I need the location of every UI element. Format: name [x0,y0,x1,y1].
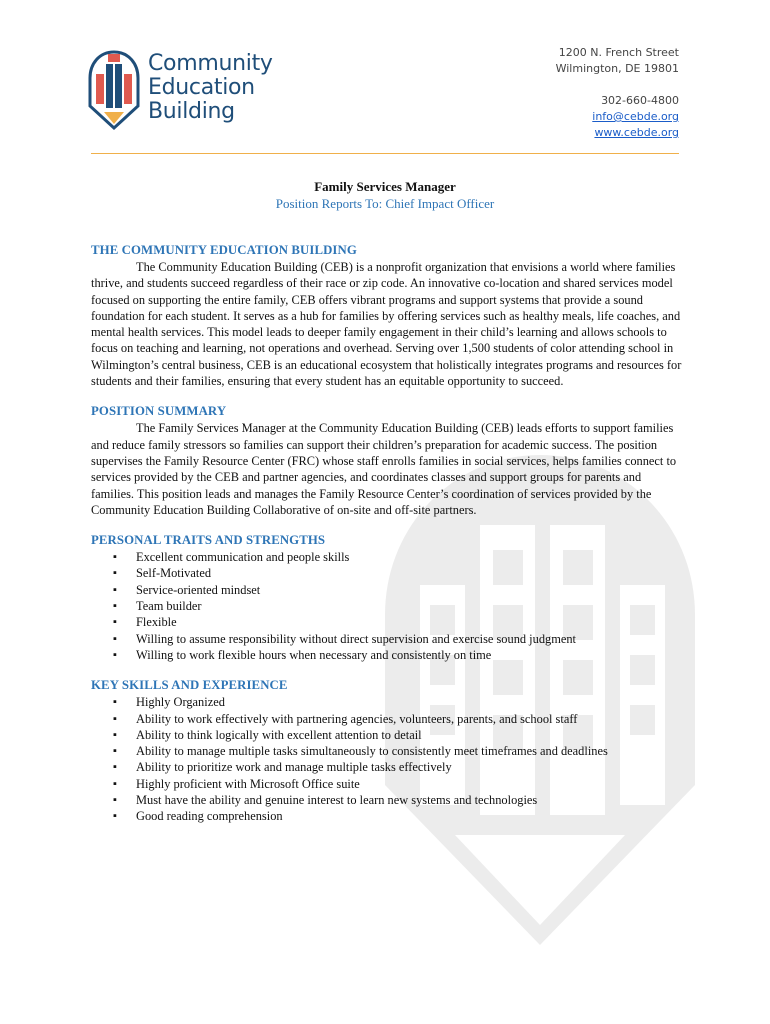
building-icon [88,48,140,132]
document-subtitle: Position Reports To: Chief Impact Officer [275,196,495,211]
section-heading-summary: POSITION SUMMARY [91,404,227,419]
section-heading-skills: KEY SKILLS AND EXPERIENCE [91,678,288,693]
document-title: Family Services Manager [314,179,456,194]
logo-text-line3: Building [148,99,235,124]
section-summary [91,403,683,518]
list-item: ▪ Good reading comprehension [91,808,683,824]
address-line1: 1200 N. French Street [558,46,679,59]
list-item: ▪ Highly proficient with Microsoft Office suite [91,776,683,792]
ceb-logo [88,48,288,132]
phone-number: 302-660-4800 [601,94,679,107]
section-skills [91,677,683,824]
document-body [91,242,683,839]
section-heading-traits: PERSONAL TRAITS AND STRENGTHS [91,533,326,548]
section-ceb [91,242,683,389]
list-item: ▪ Ability to manage multiple tasks simultaneously to consistently meet timeframes and deadlines [91,743,683,759]
list-item: ▪ Must have the ability and genuine interest to learn new systems and technologies [91,792,683,808]
list-item: ▪ Flexible [91,614,683,630]
list-item: ▪ Highly Organized [91,694,683,710]
website-link[interactable]: www.cebde.org [594,126,679,139]
contact-block [556,45,679,141]
logo-text-line1: Community [148,51,273,76]
list-item: ▪ Team builder [91,598,683,614]
email-link[interactable]: info@cebde.org [592,110,679,123]
list-item: ▪ Willing to assume responsibility without direct supervision and exercise sound judgment [91,631,683,647]
list-item: ▪ Ability to work effectively with partnering agencies, volunteers, parents, and school staff [91,711,683,727]
address-line2: Wilmington, DE 19801 [555,62,679,75]
header-divider [91,153,679,154]
list-item: ▪ Ability to prioritize work and manage multiple tasks effectively [91,759,683,775]
title-block [91,178,679,212]
section-traits [91,532,683,663]
list-item: ▪ Excellent communication and people skills [91,549,683,565]
section-body-summary: The Family Services Manager at the Community Education Building (CEB) leads efforts to support families and reduce family stressors so families can support their children’s preparation for academic success. The position supervises the Family Resource Center (FRC) whose staff enrolls families in social services, helps families connect to services provided by the CEB and partner agencies, and coordinates classes and support groups for parents and families. This position leads and manages the Family Resource Center’s coordination of services provided by the Community Education Building Collaborative of on-site and off-site partners. [91,421,677,517]
section-body-ceb: The Community Education Building (CEB) is a nonprofit organization that envisions a world where families thrive, and students succeed regardless of their race or zip code. An innovative co-location and shared services model focused on supporting the entire family, CEB offers vibrant programs and support systems that provide a sound foundation for each student. It serves as a hub for families by offering services such as healthy meals, life coaches, and mental health services. This model leads to deeper family engagement in their child’s learning and allows schools to focus on teaching and learning, not operations and overhead. Serving over 1,500 students of color attending school in Wilmington’s central business, CEB is an educational ecosystem that holistically integrates programs and resources for students and their families, ensuring that every student has an equitable opportunity to succeed. [91,260,682,389]
traits-list [91,549,683,663]
logo-text-line2: Education [148,75,255,100]
list-item: ▪ Willing to work flexible hours when necessary and consistently on time [91,647,683,663]
list-item: ▪ Self-Motivated [91,565,683,581]
section-heading-ceb: THE COMMUNITY EDUCATION BUILDING [91,243,357,257]
list-item: ▪ Ability to think logically with excellent attention to detail [91,727,683,743]
list-item: ▪ Service-oriented mindset [91,582,683,598]
skills-list [91,694,683,824]
